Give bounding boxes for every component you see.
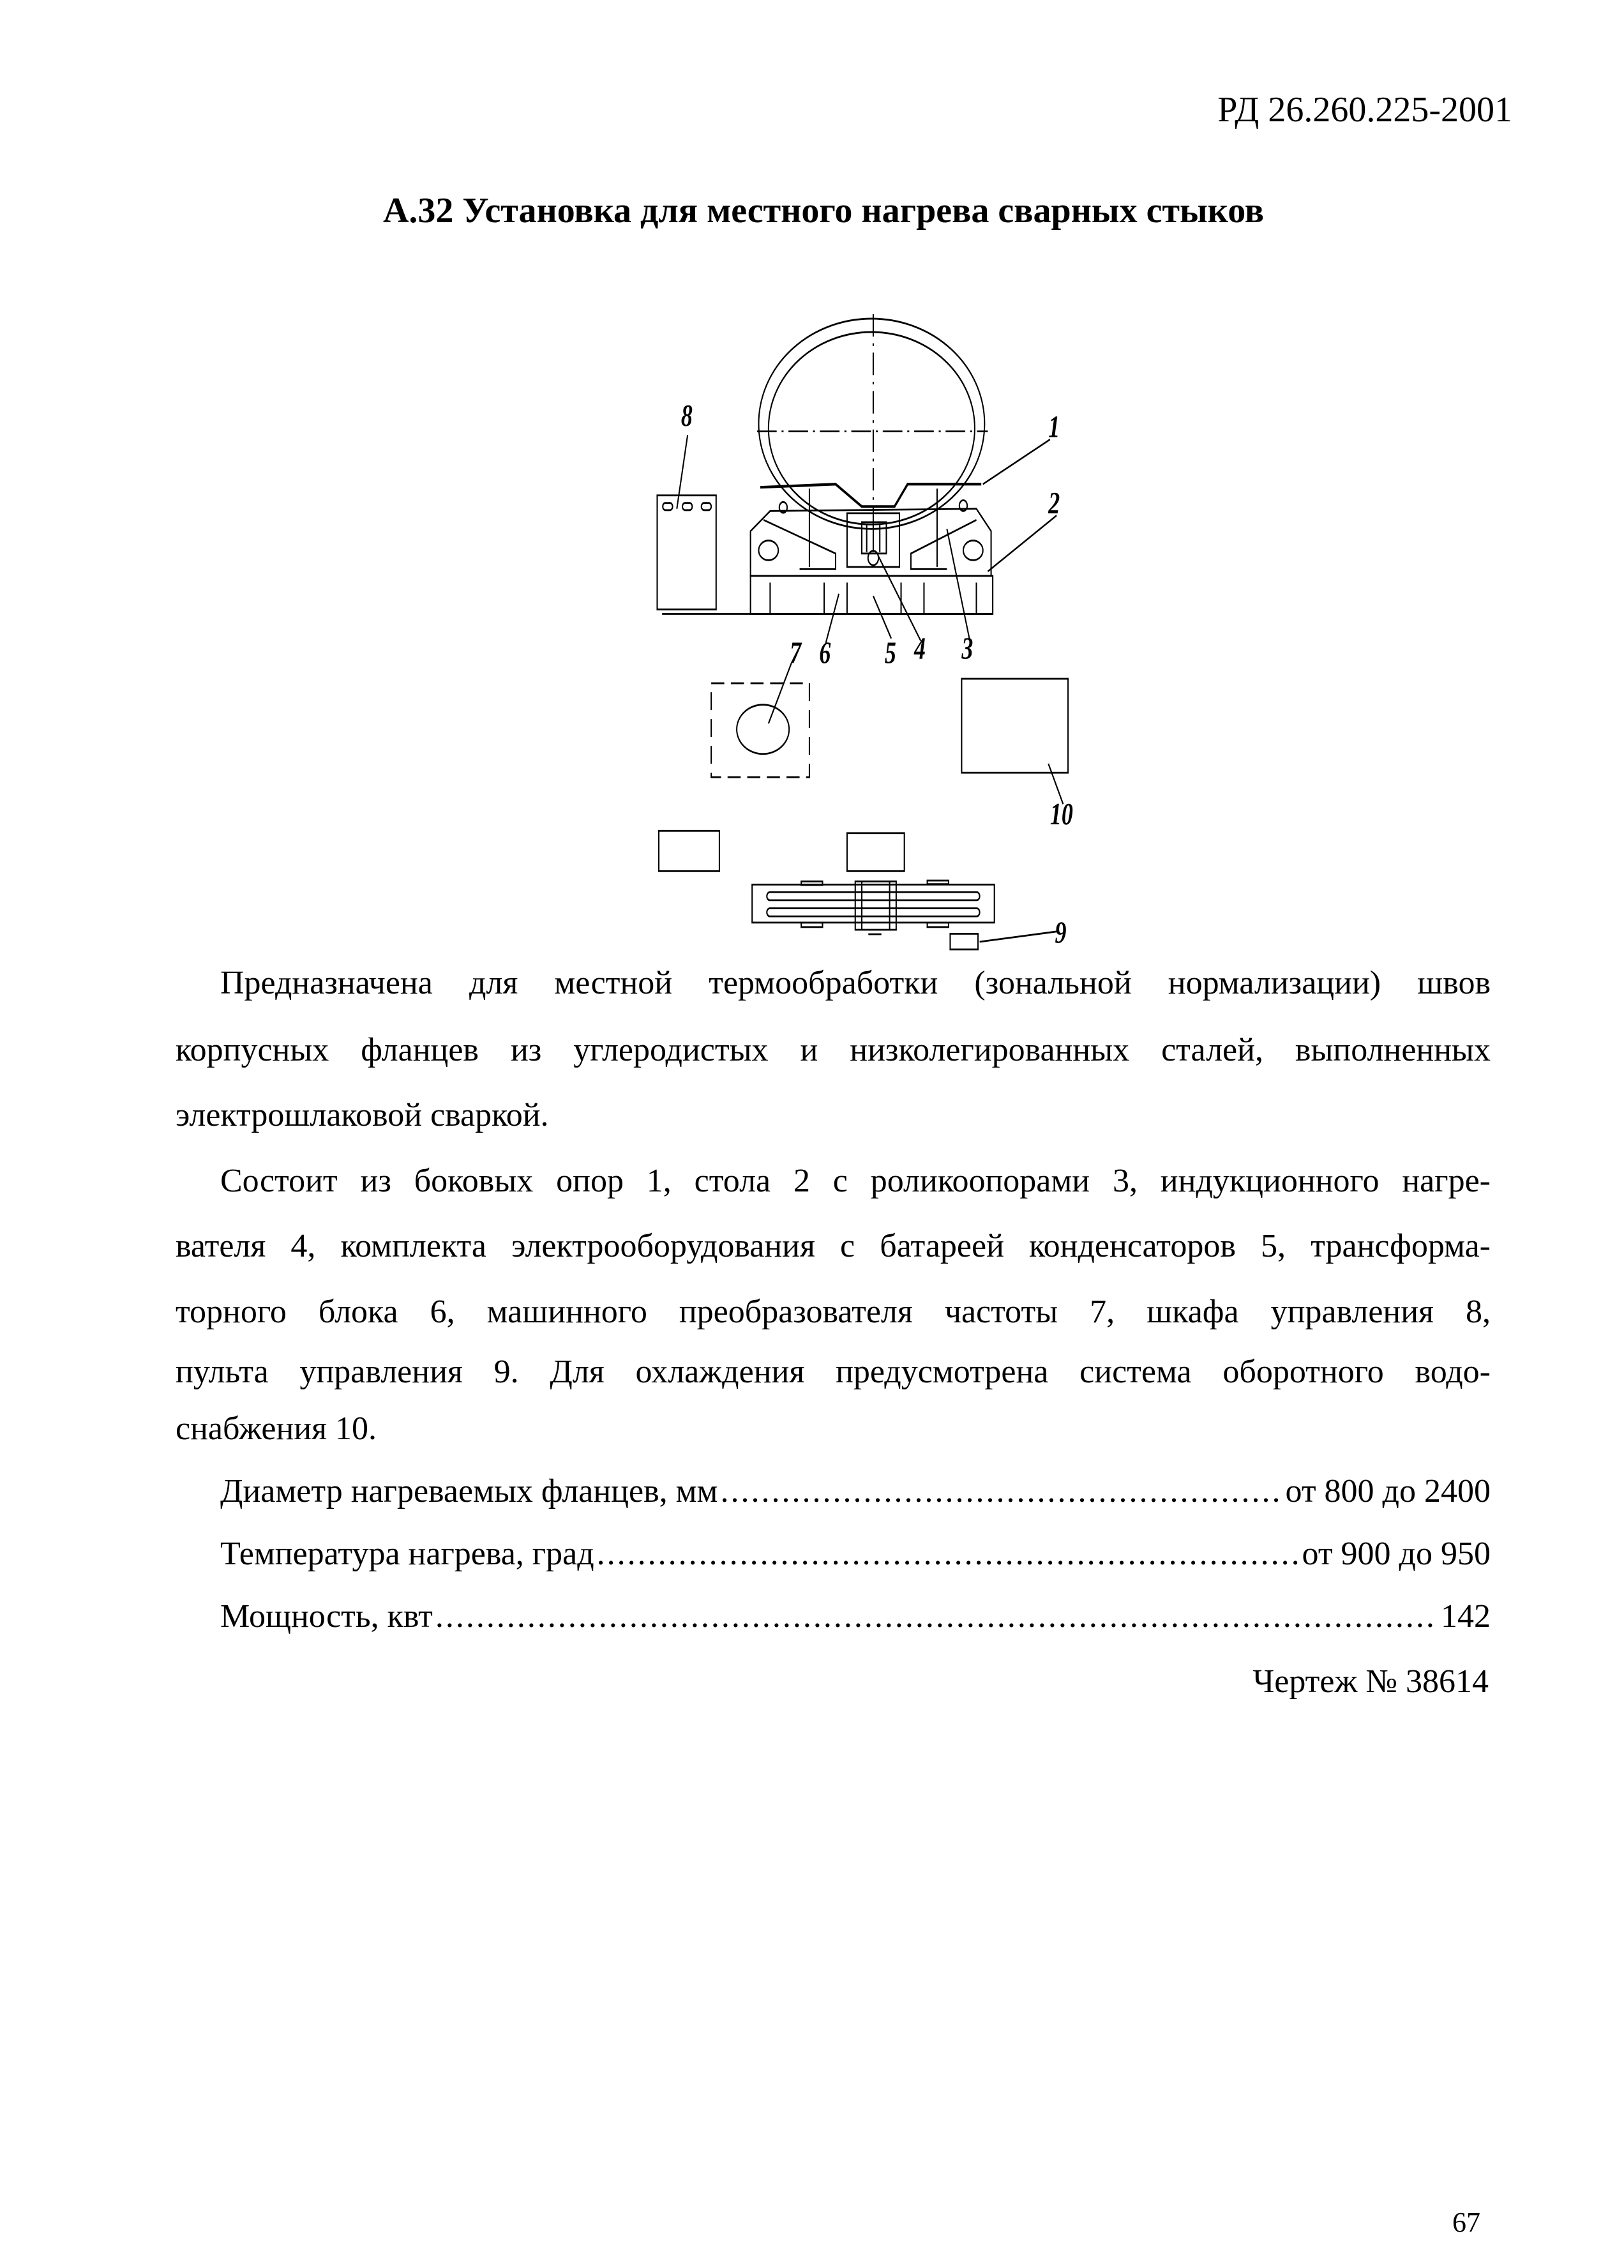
installation-diagram	[606, 287, 1117, 990]
spec-label: Диаметр нагреваемых фланцев, мм	[220, 1473, 718, 1509]
label-10: 10	[1049, 797, 1073, 832]
label-9: 9	[1055, 916, 1067, 950]
paragraph-line: снабжения 10.	[176, 1410, 377, 1447]
paragraph-line: Предназначена для местной термообработки (зональной нормализации) швов	[220, 965, 1491, 1001]
spec-row-diameter	[220, 1471, 1491, 1512]
drawing-number: Чертеж № 38614	[1252, 1663, 1489, 1700]
paragraph-line: Состоит из боковых опор 1, стола 2 с роликоопорами 3, индукционного нагре-	[220, 1163, 1491, 1199]
section-title: А.32 Установка для местного нагрева сварных стыков	[382, 191, 1265, 231]
spec-label: Мощность, квт	[220, 1598, 433, 1635]
flange-inner	[769, 332, 975, 524]
label-3: 3	[961, 631, 974, 666]
paragraph-line: вателя 4, комплекта электрооборудования с батареей конденсаторов 5, трансформа-	[176, 1228, 1491, 1264]
frequency-converter	[737, 705, 789, 754]
document-code: РД 26.260.225-2001	[1217, 90, 1512, 130]
table-base	[751, 576, 993, 614]
paragraph-line: пульта управления 9. Для охлаждения предусмотрена система оборотного водо-	[176, 1354, 1491, 1390]
spec-row-power	[220, 1596, 1491, 1637]
page-number: 67	[1452, 2207, 1480, 2238]
control-cabinet	[657, 495, 716, 610]
dot-leader	[597, 1534, 1300, 1575]
label-7: 7	[790, 636, 802, 670]
spec-row-temperature	[220, 1534, 1491, 1575]
water-supply-unit	[961, 679, 1068, 773]
dot-leader	[435, 1596, 1438, 1637]
paragraph-line: электрошлаковой сваркой.	[176, 1097, 549, 1133]
dot-leader	[720, 1471, 1282, 1512]
leader-lines	[677, 435, 1063, 942]
spec-label: Температура нагрева, град	[220, 1536, 594, 1572]
spec-value: от 800 до 2400	[1285, 1473, 1491, 1509]
label-5: 5	[884, 636, 896, 670]
control-panel	[950, 934, 978, 949]
label-8: 8	[680, 398, 693, 434]
label-6: 6	[819, 636, 831, 670]
paragraph-line: корпусных фланцев из углеродистых и низколегированных сталей, выполненных	[176, 1032, 1491, 1068]
label-1: 1	[1048, 410, 1060, 445]
spec-value: 142	[1441, 1598, 1491, 1635]
spec-value: от 900 до 950	[1302, 1536, 1491, 1572]
frequency-converter-area	[711, 683, 809, 777]
flange-outer	[758, 319, 984, 529]
label-2: 2	[1048, 486, 1060, 521]
label-4: 4	[914, 631, 926, 666]
side-support	[760, 484, 981, 506]
paragraph-line: торного блока 6, машинного преобразователя частоты 7, шкафа управления 8,	[176, 1294, 1491, 1330]
